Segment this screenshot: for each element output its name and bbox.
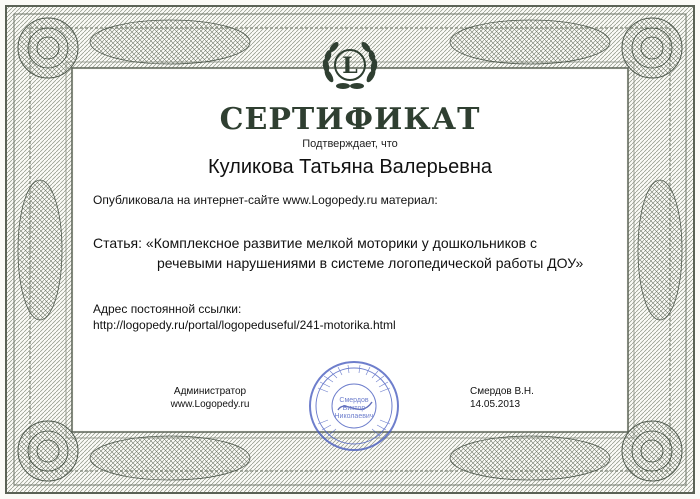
- official-stamp-icon: [300, 358, 408, 454]
- stamp-line-2: Виктор: [342, 405, 366, 412]
- article-title-line-2: речевыми нарушениями в системе логопедической работы ДОУ»: [157, 255, 584, 271]
- administrator-site: www.Logopedy.ru: [170, 399, 250, 410]
- certificate-subtitle: Подтверждает, что: [302, 138, 398, 150]
- stamp-line-1: Смердов: [339, 397, 369, 404]
- article-title-line-1: Статья: «Комплексное развитие мелкой моторики у дошкольников с: [93, 235, 538, 251]
- signer-block: [470, 385, 534, 411]
- administrator-title: Администратор: [173, 386, 247, 397]
- administrator-block: [165, 385, 255, 411]
- permalink-label: Адрес постоянной ссылки:: [93, 302, 242, 316]
- permalink-url: http://logopedy.ru/portal/logopeduseful/241-motorika.html: [93, 318, 396, 332]
- logo-letter: L: [342, 53, 358, 79]
- recipient-name: Куликова Татьяна Валерьевна: [207, 156, 493, 178]
- laurel-logo-icon: [319, 38, 381, 94]
- issue-date: 14.05.2013: [470, 399, 521, 410]
- stamp-line-3: Николаевич: [334, 413, 374, 420]
- published-statement: Опубликовала на интернет-сайте www.Logopedy.ru материал:: [93, 193, 438, 207]
- signer-name: Смердов В.Н.: [470, 386, 534, 397]
- certificate-title: СЕРТИФИКАТ: [219, 102, 481, 137]
